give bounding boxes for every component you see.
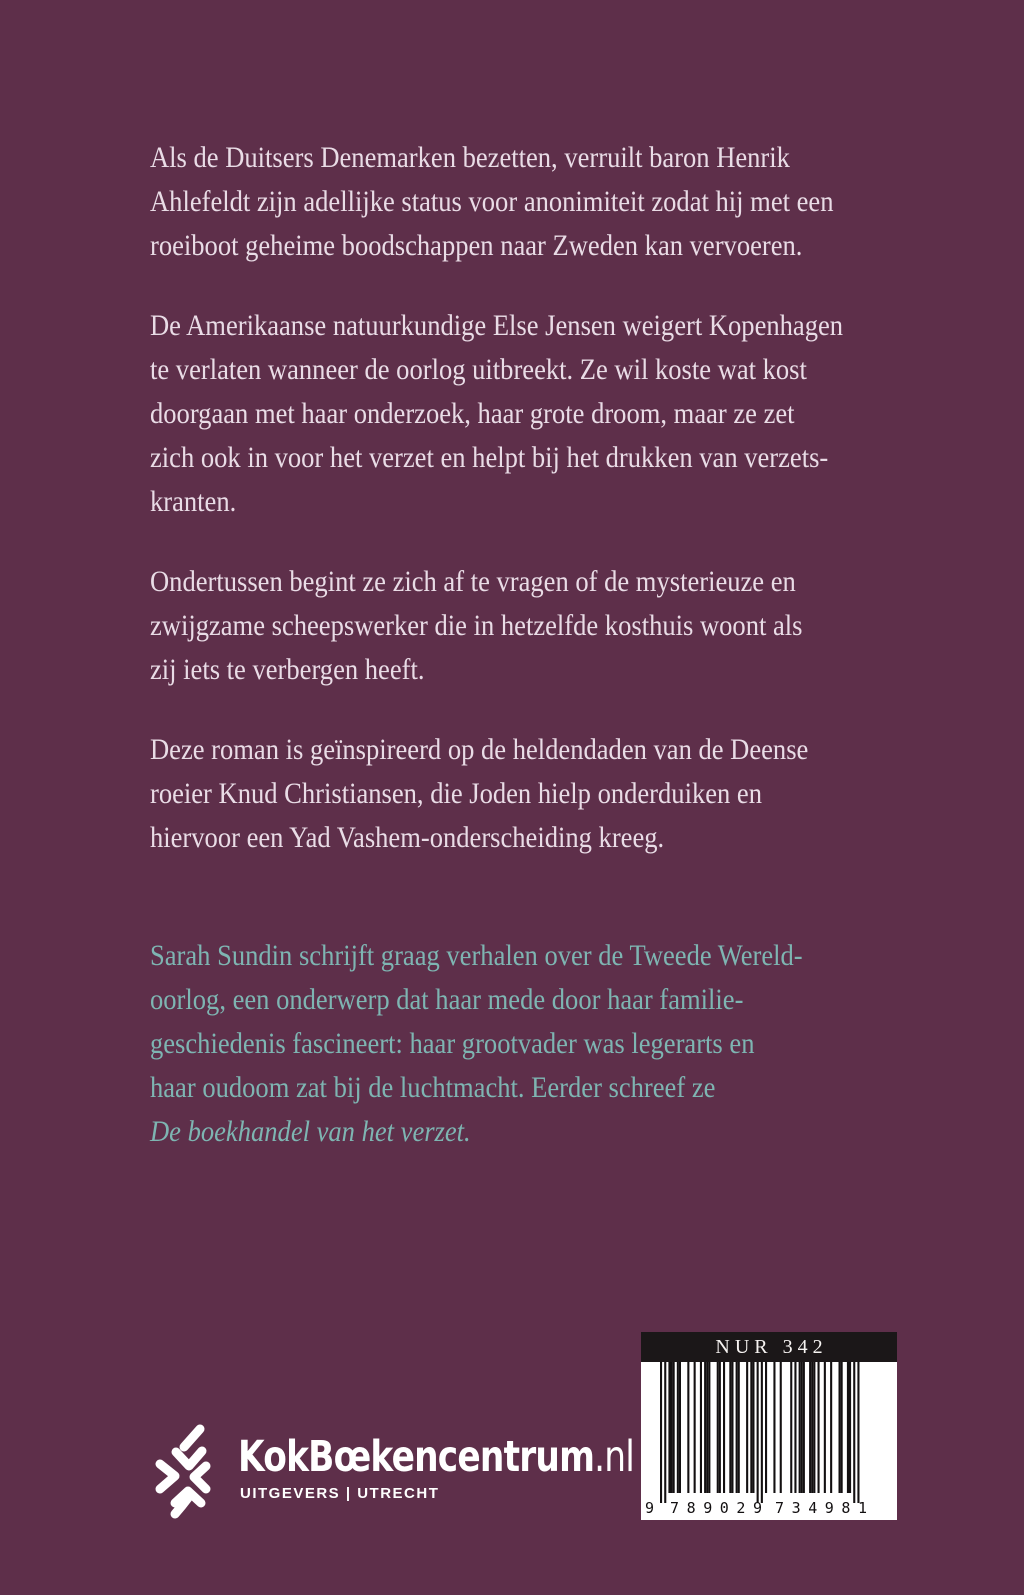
blurb-paragraph-3 (150, 560, 897, 692)
blurb-line: Ondertussen begint ze zich af te vragen of de mysterieuze en (150, 566, 796, 598)
blurb-line: hiervoor een Yad Vashem-onderscheiding kreeg. (150, 822, 665, 854)
publisher-name: KokBœkencentrum (238, 1432, 595, 1482)
blurb-line: zwijgzame scheepswerker die in hetzelfde kosthuis woont als (150, 610, 803, 642)
ean-digits (641, 1499, 897, 1517)
ean-right-group: 7 3 4 9 8 1 (775, 1499, 867, 1517)
author-note-book-title: De boekhandel van het verzet. (150, 1116, 471, 1148)
blurb-line: roeiboot geheime boodschappen naar Zweden kan vervoeren. (150, 230, 803, 262)
author-note-line: Sarah Sundin schrijft graag verhalen over de Tweede Wereld- (150, 940, 803, 972)
barcode-block (641, 1332, 897, 1520)
blurb-line: Als de Duitsers Denemarken bezetten, verruilt baron Henrik (150, 142, 790, 174)
blurb-line: De Amerikaanse natuurkundige Else Jensen weigert Kopenhagen (150, 310, 844, 342)
publisher-domain-suffix: .nl (594, 1432, 635, 1482)
ean-barcode (641, 1362, 897, 1520)
ean-first-digit: 9 (645, 1499, 655, 1517)
blurb-line: Ahlefeldt zijn adellijke status voor anonimiteit zodat hij met een (150, 186, 834, 218)
ean-barcode-bars (641, 1362, 897, 1520)
blurb-line: zich ook in voor het verzet en helpt bij het drukken van verzets- (150, 442, 829, 474)
asterisk-spark-icon (145, 1415, 220, 1530)
blurb-line: kranten. (150, 486, 237, 518)
blurb-line: zij iets te verbergen heeft. (150, 654, 425, 686)
blurb-line: doorgaan met haar onderzoek, haar grote droom, maar ze zet (150, 398, 795, 430)
author-note (150, 934, 897, 1154)
publisher-wordmark (238, 1432, 635, 1482)
ean-left-group: 7 8 9 0 2 9 (670, 1499, 762, 1517)
blurb-line: Deze roman is geïnspireerd op de heldendaden van de Deense (150, 734, 809, 766)
nur-code-label: NUR 342 (641, 1332, 897, 1362)
blurb-paragraph-1 (150, 136, 897, 268)
author-note-line: geschiedenis fascineert: haar grootvader was legerarts en (150, 1028, 755, 1060)
blurb-paragraph-2 (150, 304, 897, 524)
publisher-tagline: UITGEVERS | UTRECHT (240, 1485, 440, 1502)
back-cover-blurb (150, 136, 897, 1190)
author-note-line: haar oudoom zat bij de luchtmacht. Eerder schreef ze (150, 1072, 716, 1104)
blurb-line: roeier Knud Christiansen, die Joden hielp onderduiken en (150, 778, 762, 810)
blurb-paragraph-4 (150, 728, 897, 860)
blurb-line: te verlaten wanneer de oorlog uitbreekt. Ze wil koste wat kost (150, 354, 807, 386)
author-note-line: oorlog, een onderwerp dat haar mede door haar familie- (150, 984, 744, 1016)
